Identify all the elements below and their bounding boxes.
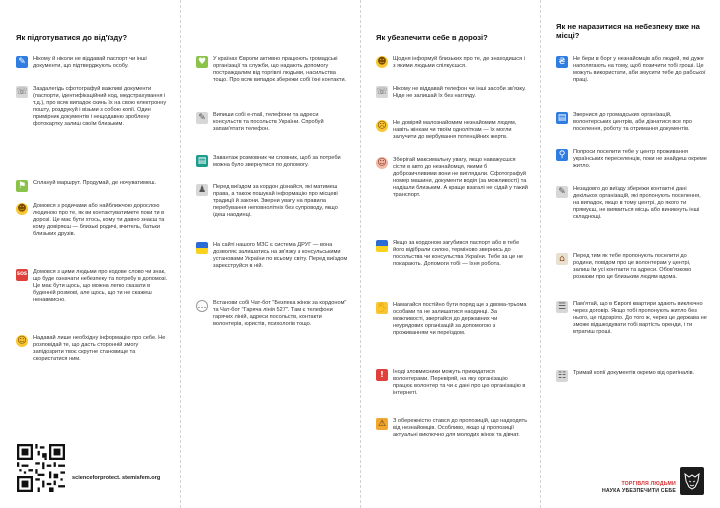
tip-item xyxy=(196,56,348,84)
ukraine-flag-icon xyxy=(196,242,208,254)
people-icon: ☻ xyxy=(377,57,387,67)
book-icon: ▤ xyxy=(197,156,207,166)
tip-item xyxy=(376,240,528,268)
tip-item xyxy=(16,335,168,363)
family-icon: ☻ xyxy=(17,204,27,214)
tip-text: Перед виїздом за кордон дізнайся, які матимеш права, а також пошукай інформацію про місцеві традиції й закони. Зверни увагу на правила перебування неповнолітніх без супроводу, якщо їдеш наодинці. xyxy=(213,184,338,218)
tiger-logo-icon xyxy=(680,467,704,495)
officials-icon: ♟ xyxy=(197,185,207,195)
sos-icon: SOS xyxy=(16,269,28,281)
warning-icon: ⚠ xyxy=(377,419,387,429)
tip-text: Намагайся постійно бути поряд ще з двома-трьома особами та не залишатися наодинці. За можливості, звертайся до державних чи неурядових організацій за допомогою з проживанням чи переїздом. xyxy=(393,302,527,336)
tip-text: Зберігай максимальну увагу, якщо наважуєшся сісти в авто до незнайомця, якими б доброзичливими вони не виглядали. Сфотографуй номер машини, документи водія (за можливості) та надішли близьким. А краще взагалі не сідай у такий транспорт. xyxy=(393,157,528,198)
money-icon: ₴ xyxy=(556,56,568,68)
tip-item xyxy=(376,369,528,397)
tip-text: З обережністю стався до пропозицій, що надходять від незнайомців. Особливо, якщо ці пропозиції актуальні виключно для молодих жінок та дівчат. xyxy=(393,418,528,438)
tip-text: Незадовго до виїзду збережи контактні дані декількох організацій, які пропонують поселення, на випадок, якщо в тому центрі, до якого ти прямуєш, не виявиться місць або виникнуть інші складнощі. xyxy=(573,186,701,220)
passport-icon: ✎ xyxy=(16,56,28,68)
tip-text: Нікому й ніколи не віддавай паспорт чи інші документи, що підтверджують особу. xyxy=(33,56,147,69)
tip-item xyxy=(16,56,168,70)
phone-icon: ☏ xyxy=(16,87,28,97)
tip-item xyxy=(556,370,708,382)
tip-item xyxy=(16,269,168,304)
section-heading: Як не наразитися на небезпеку вже на місці? xyxy=(556,22,700,40)
column-contacts xyxy=(180,0,360,508)
tip-item xyxy=(556,149,708,170)
tip-text: Перед тим як тебе пропонують поселити до родини, повідом про це волонтерам у центрі, залиш їм усі контакти та адреси. Обов'язково розкажи про це близьким людям вдома. xyxy=(573,253,692,280)
tip-text: Випиши собі e-mail, телефони та адреси консульств та посольств України. Спробуй запам'ятати телефон. xyxy=(213,112,324,132)
tip-item xyxy=(376,302,528,337)
tip-text: Сплануй маршрут. Продумай, де ночуватимеш. xyxy=(33,180,157,186)
tip-text: Домовся з цими людьми про кодове слово чи знак, що буде означати небезпеку та потребу в допомозі. Це має бути щось, що можна легко сказати в буденній розмові, але щось, що ти не скажеш ненавмисно. xyxy=(33,269,168,303)
tip-item xyxy=(196,155,348,169)
tip-text: Звернися до громадських організацій, волонтерських центрів, аби дізнатися все про поселення, роботу та отримання документів. xyxy=(573,112,692,132)
chat-icon: … xyxy=(197,301,207,311)
tip-text: Попроси поселити тебе у центр проживання українських переселенців, поки не знайдеш окреме житло. xyxy=(573,149,707,169)
tip-text: Не бери в борг у незнайомців або людей, які дуже наполягають на тому, щоб позичити тобі гроші. Це можуть використати, аби змусити тебе до рабської праці. xyxy=(573,56,706,83)
tip-text: Завантаж розмовник чи словник, щоб за потреби можна було звернутися по допомогу. xyxy=(213,155,341,168)
map-icon: ⚑ xyxy=(17,181,27,191)
section-heading: Як підготуватися до від'їзду? xyxy=(16,33,128,42)
ukraine-flag-icon xyxy=(376,240,388,252)
phone-icon: ☏ xyxy=(376,87,388,97)
tip-item xyxy=(556,56,708,84)
handshake-icon: ✋ xyxy=(376,303,388,313)
tip-text: Заздалегідь сфотографуй важливі документи (паспорти, ідентифікаційний код, медстрахування і т.д.), про всяк випадок скинь їх на свою електронну пошту, роздрукуй і візьми з собою копії. Один примірник документів і нещодавню зроблену фотокартку залиш своїм близьким. xyxy=(33,86,167,127)
tip-text: Домовся з родичами або найближчою дорослою людиною про те, як ви контактуватимете поки ти в дорозі. Це має бути хтось, кому ти давно знаєш та кому довіряєш — близькі родичі, вчитель, батьки близьких друзів. xyxy=(33,203,165,237)
brand-block xyxy=(602,481,676,494)
tip-item xyxy=(196,242,348,270)
house-icon: ⌂ xyxy=(556,253,568,265)
smile-icon: ☺ xyxy=(17,336,27,346)
tip-text: У країнах Європи активно працюють громадські організації та служби, що надають допомогу постраждалим від торгівлі людьми, насильства тощо. Про всяк випадок збережи собі їхні контакти. xyxy=(213,56,347,83)
tip-item xyxy=(196,112,348,133)
tip-item xyxy=(196,184,348,219)
tip-text: Якщо за кордоном загубився паспорт або в тебе його відібрали силою, терміново звернись до посольства чи консульства України. Тебе за це не покарають. Допомоги тобі — їхня робота. xyxy=(393,240,524,267)
tip-text: Іноді зловмисники можуть прикидатися волонтерами. Перевіряй, на яку організацію працює волонтер та чи є дані про цю організацію в інтернеті. xyxy=(393,369,526,396)
tip-text: Надавай лише необхідну інформацію про себе. Не розповідай те, що дасть сторонній змогу запідозрити твоє скрутне становище та скористатися ним. xyxy=(33,335,166,362)
column-at-destination xyxy=(540,0,720,508)
tip-text: Тримай копії документів окремо від оригіналів. xyxy=(573,370,695,376)
tip-item xyxy=(196,300,348,328)
website-link[interactable]: scienceforprotect. stemisfem.org xyxy=(72,475,161,481)
notepad-icon: ✎ xyxy=(556,186,568,198)
tip-item xyxy=(376,86,528,100)
tip-item xyxy=(16,86,168,128)
tiger-icon: ☺ xyxy=(377,158,387,168)
section-heading: Як убезпечити себе в дорозі? xyxy=(376,33,488,42)
qr-code[interactable] xyxy=(17,444,65,492)
tip-item xyxy=(376,157,528,199)
hands-icon: ♥ xyxy=(197,57,207,67)
tip-item xyxy=(376,56,528,70)
tip-item xyxy=(556,301,708,336)
column-preparation xyxy=(0,0,180,508)
tip-item xyxy=(556,253,708,281)
brand-subtitle: НАУКА УБЕЗПЕЧИТИ СЕБЕ xyxy=(601,488,676,494)
building-icon: ▤ xyxy=(557,113,567,123)
tip-text: Нікому не віддавай телефон чи інші засоби зв'язку. Ніде не залишай їх без нагляду. xyxy=(393,86,526,99)
column-on-the-road xyxy=(360,0,540,508)
notepad-icon: ✎ xyxy=(196,112,208,124)
document-icon: ☰ xyxy=(557,302,567,312)
tip-text: На сайті нашого МЗС є система ДРУГ — вона дозволяє залишатись на зв'язку з консульськими установами України по всьому світу. Перед виїздом зареєструйся в ній. xyxy=(213,242,348,269)
tip-text: Не довіряй малознайомим незнайомим людям, навіть жінкам чи твоїм одноліткам — їх могли залучити до вербування потенційних жертв. xyxy=(393,120,517,140)
search-icon: ⚲ xyxy=(556,149,568,161)
files-icon: ☷ xyxy=(557,371,567,381)
tip-item xyxy=(556,186,708,221)
alert-icon: ! xyxy=(376,369,388,381)
tip-text: Пам'ятай, що в Європі квартири здають виключно через договір. Якщо тобі пропонують житло без нього, це підозріло. До того ж, через це держава не зможе відшкодувати тобі вартість оренди, і ти втратиш гроші. xyxy=(573,301,707,335)
tip-text: Щодня інформуй близьких про те, де знаходишся і з якими людьми спілкуєшся. xyxy=(393,56,525,69)
tip-item xyxy=(16,203,168,238)
tip-item xyxy=(376,418,528,439)
suspicious-face-icon: ☹ xyxy=(377,121,387,131)
tip-item xyxy=(16,180,168,192)
tip-item xyxy=(376,120,528,141)
brand-title: ТОРГІВЛЯ ЛЮДЬМИ xyxy=(621,481,676,487)
tip-item xyxy=(556,112,708,133)
tip-text: Встанови собі Чат-бот "Безпека жінок за кордоном" та Чат-бот "Гаряча лінія 527". Там є телефони гарячих ліній, адреси посольств, контакти волонтерів, юристів, психологів тощо. xyxy=(213,300,347,327)
